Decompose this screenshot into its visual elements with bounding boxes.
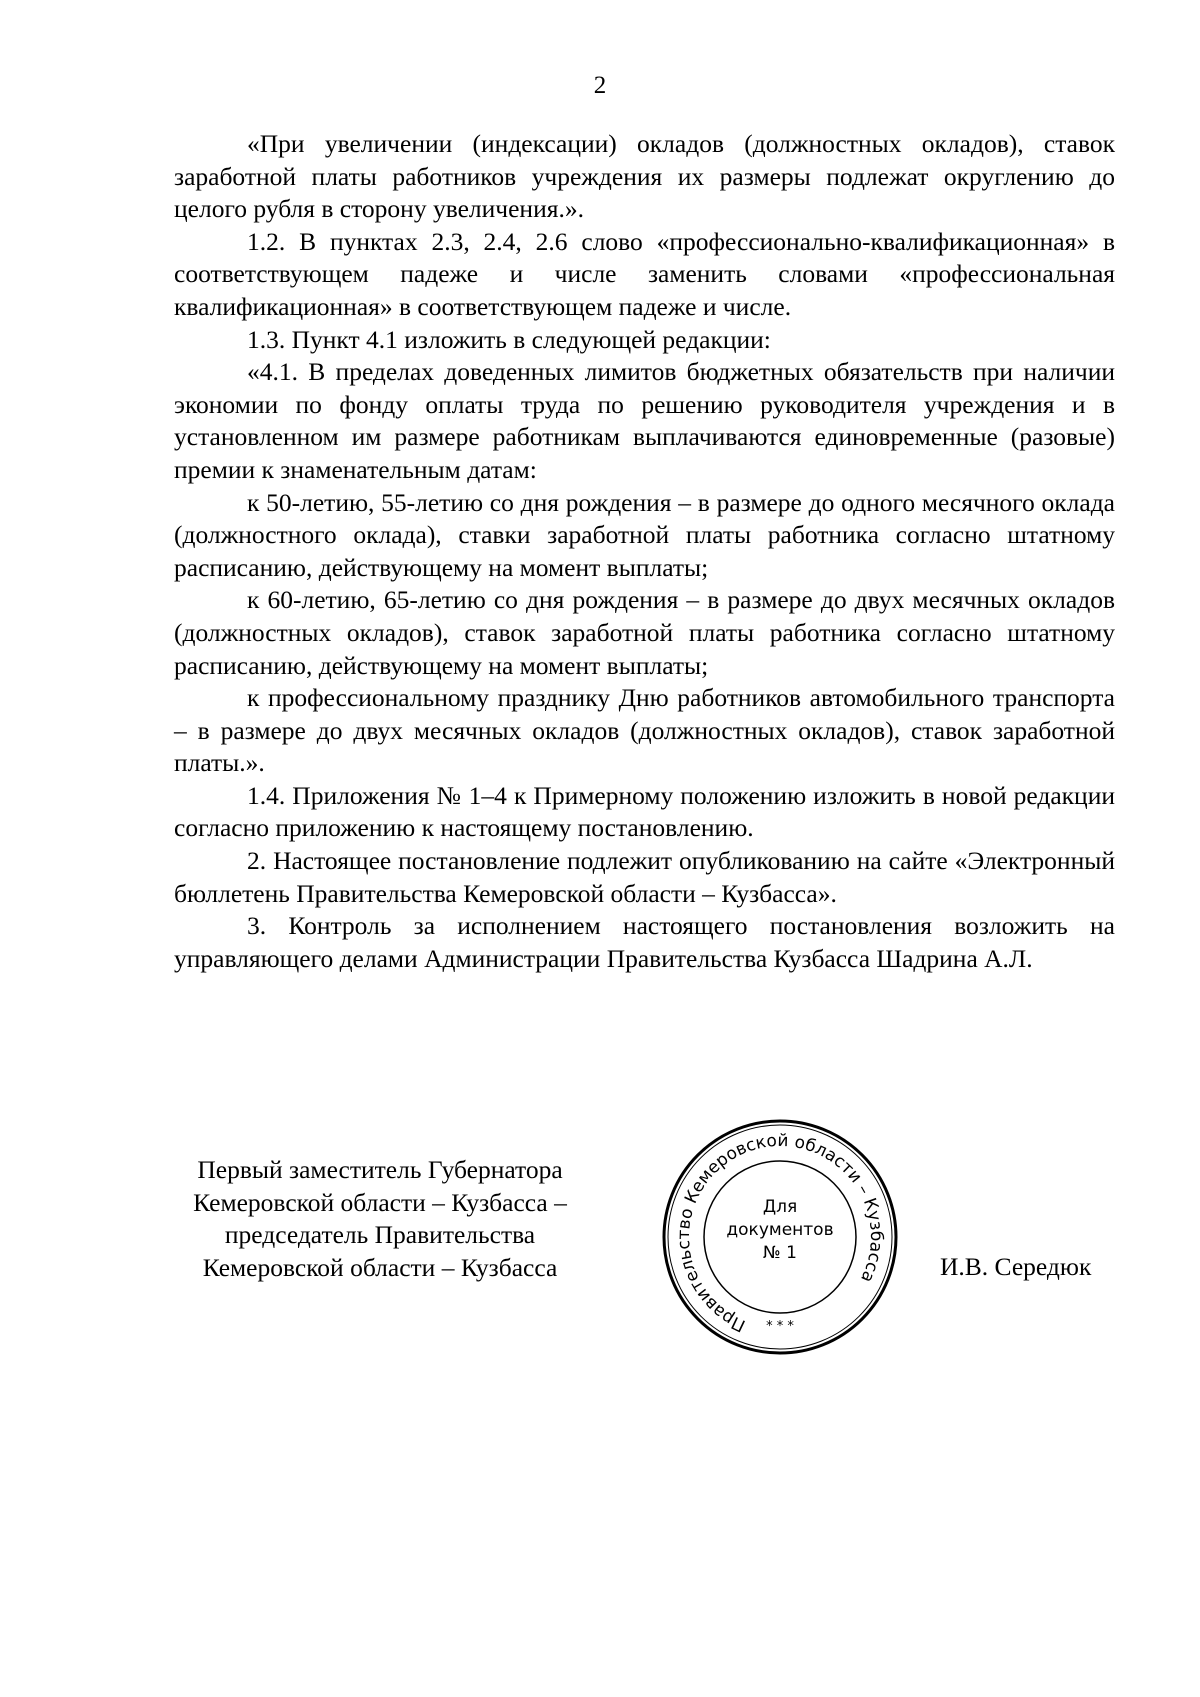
seal-center-line: № 1 [763,1243,797,1263]
seal-ring-text: Правительство Кемеровской области – Кузбасса [673,1130,887,1336]
document-body [174,128,1115,975]
signatory-title [150,1154,610,1284]
paragraph: к 50-летию, 55-летию со дня рождения – в размере до одного месячного оклада (должностного оклада), ставки заработной платы работника согласно штатному расписанию, действующему на момент выплаты; [174,487,1115,582]
paragraph: 3. Контроль за исполнением настоящего постановления возложить на управляющего делами Администрации Правительства Кузбасса Шадрина А.Л. [174,911,1115,973]
official-seal [655,1112,905,1362]
seal-stars: * * * [766,1319,794,1334]
paragraph: к профессиональному празднику Дню работников автомобильного транспорта – в размере до двух месячных окладов (должностных окладов), ставок заработной платы.». [174,683,1115,778]
paragraph: 1.2. В пунктах 2.3, 2.4, 2.6 слово «профессионально-квалификационная» в соответствующем падеже и числе заменить словами «профессиональная квалификационная» в соответствующем падеже и числе. [174,226,1115,321]
paragraph: «4.1. В пределах доведенных лимитов бюджетных обязательств при наличии экономии по фонду оплаты труда по решению руководителя учреждения и в установленном им размере работникам выплачиваются единовременные (разовые) премии к знаменательным датам: [174,357,1115,484]
signatory-title-line: Кемеровской области – Кузбасса [202,1252,558,1282]
paragraph: 2. Настоящее постановление подлежит опубликованию на сайте «Электронный бюллетень Правительства Кемеровской области – Кузбасса». [174,846,1115,908]
signatory-name: И.В. Середюк [940,1252,1092,1281]
signatory-title-line: Первый заместитель Губернатора [197,1155,563,1184]
page-number: 2 [593,72,607,99]
seal-center-line: Для [762,1197,798,1217]
paragraph: 1.4. Приложения № 1–4 к Примерному положению изложить в новой редакции согласно приложению к настоящему постановлению. [174,780,1115,843]
signatory-title-line: Кемеровской области – Кузбасса – [193,1187,567,1217]
signatory-title-line: председатель Правительства [224,1220,536,1250]
paragraph: 1.3. Пункт 4.1 изложить в следующей редакции: [247,324,771,354]
seal-center-line: документов [726,1220,834,1240]
paragraph: к 60-летию, 65-летию со дня рождения – в размере до двух месячных окладов (должностных окладов), ставок заработной платы работника согласно штатному расписанию, действующему на момент выплаты; [174,585,1115,680]
paragraph: «При увеличении (индексации) окладов (должностных окладов), ставок заработной платы работников учреждения их размеры подлежат округлению до целого рубля в сторону увеличения.». [174,129,1115,224]
